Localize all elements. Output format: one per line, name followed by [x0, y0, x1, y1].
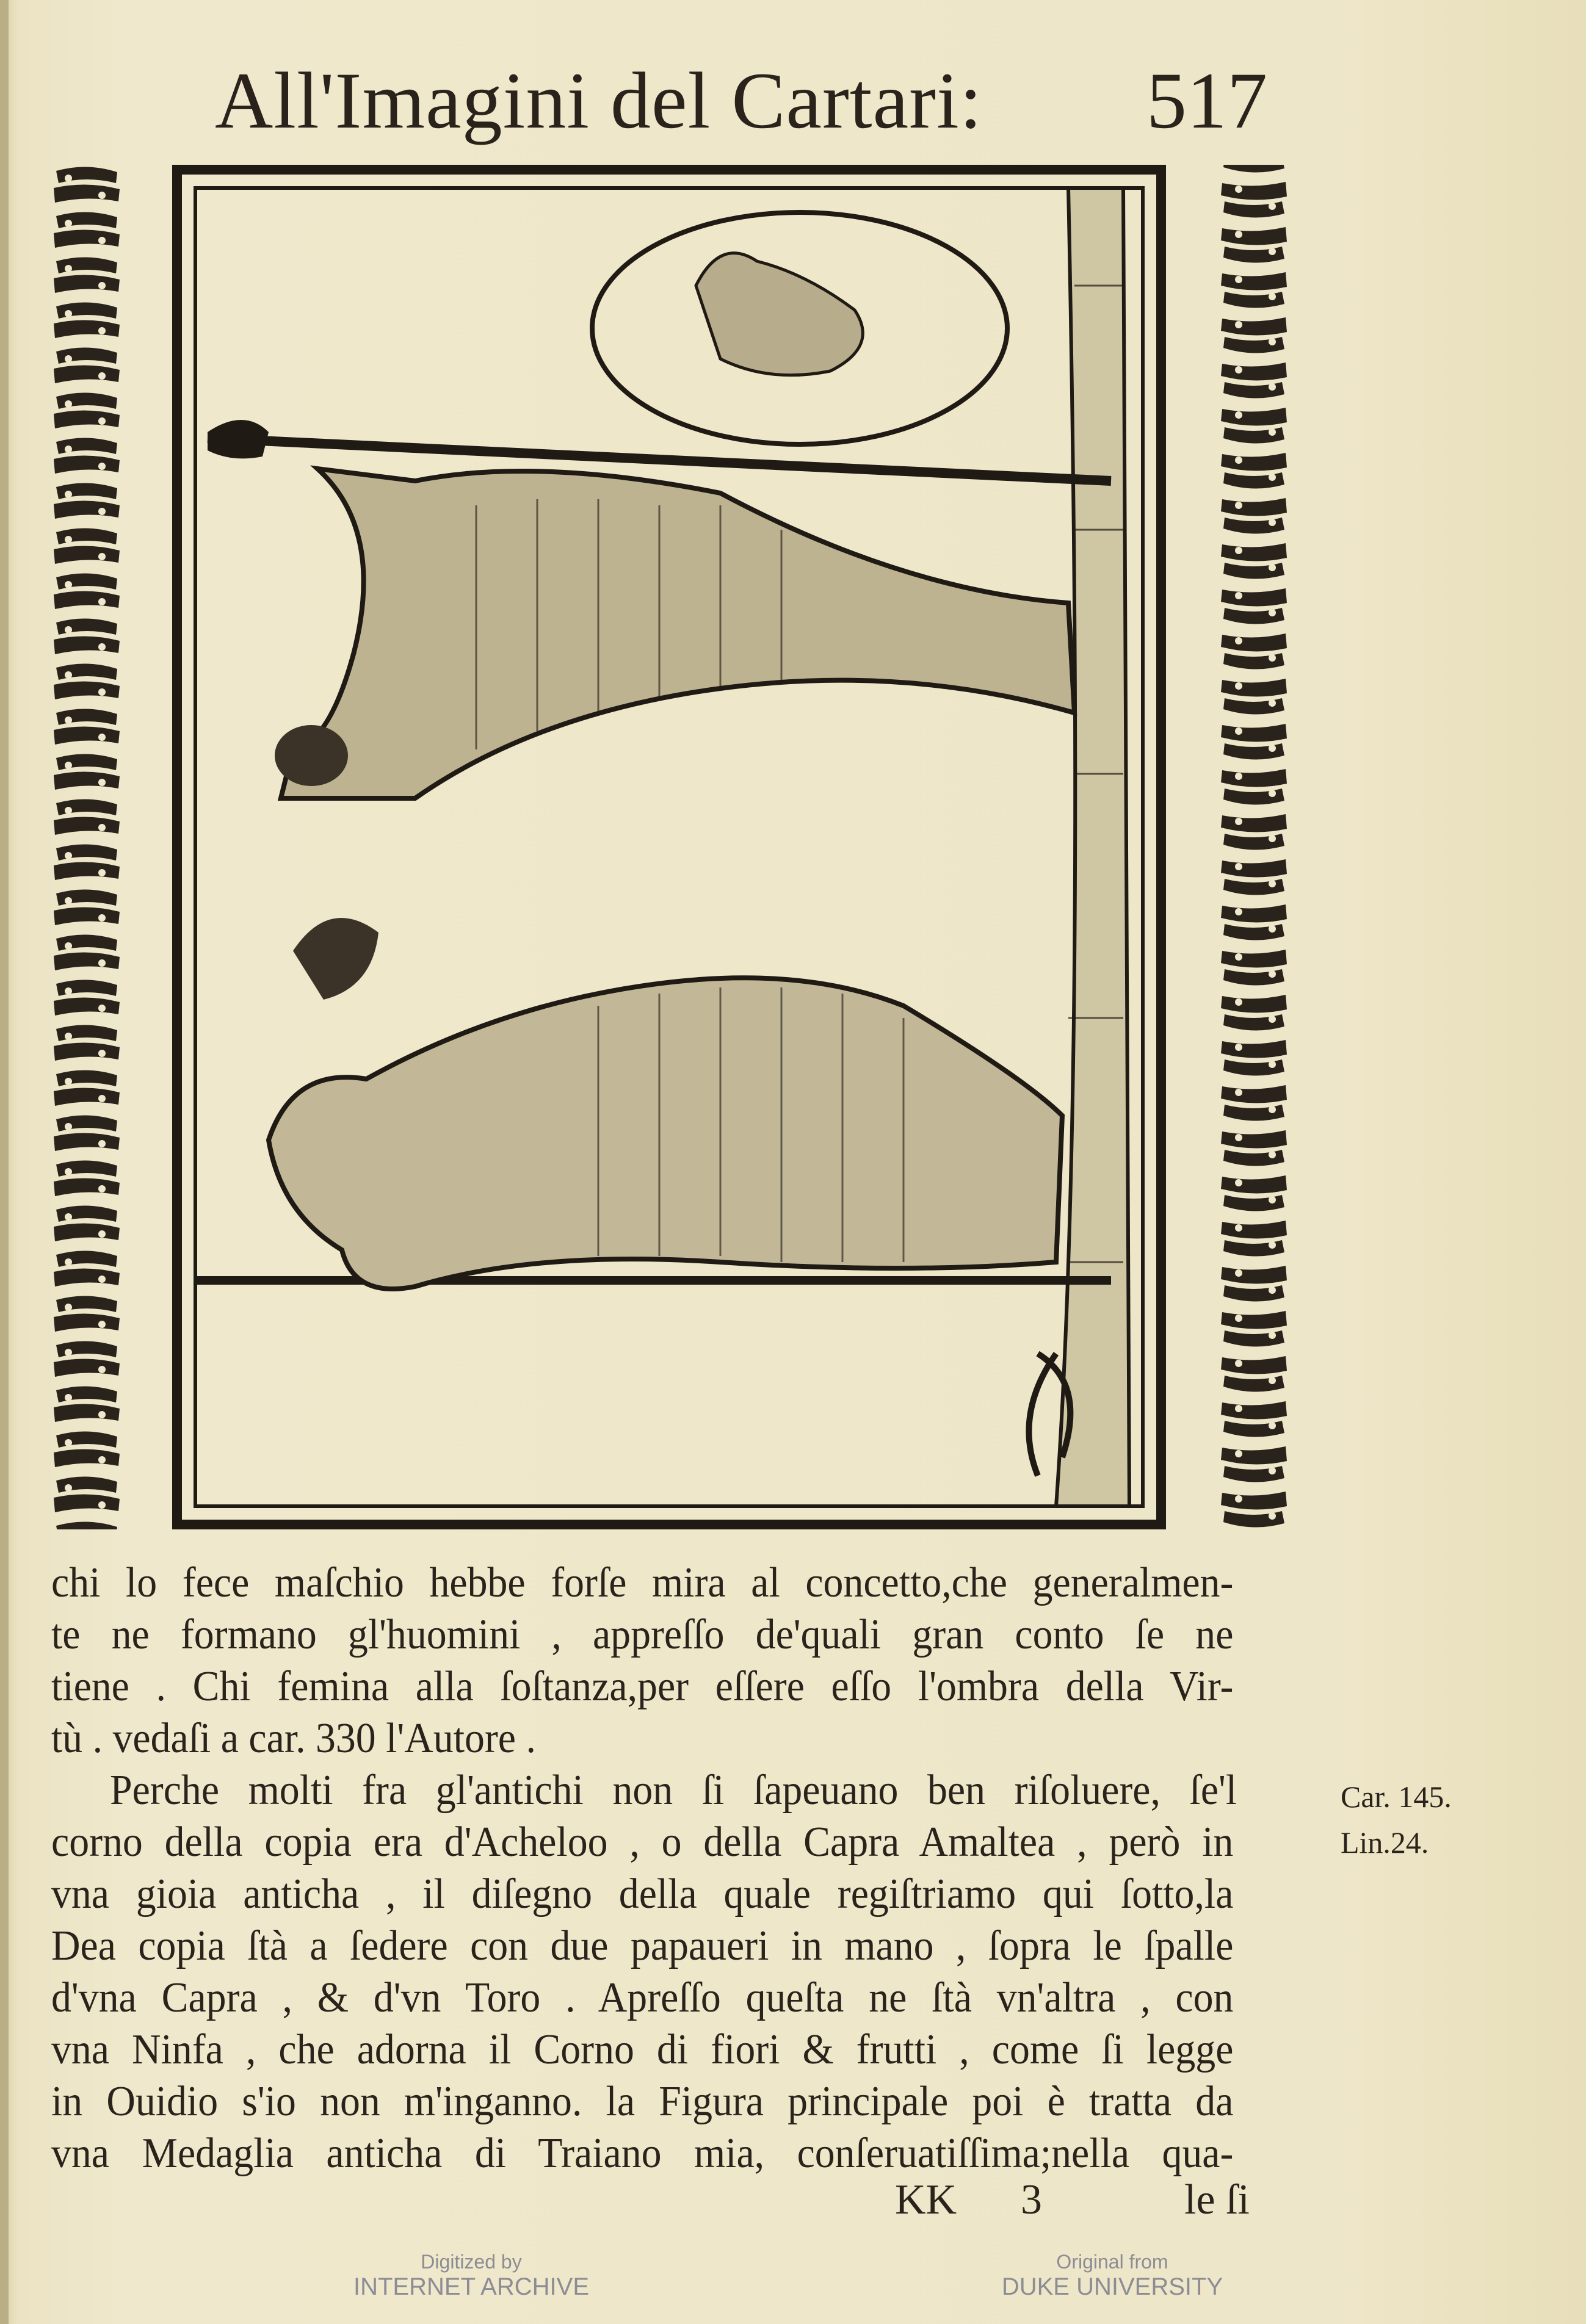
- watermark-original-from: Original from: [1056, 2251, 1168, 2273]
- margin-note-lin: Lin.24.: [1341, 1825, 1429, 1860]
- book-spine-edge: [0, 0, 9, 2324]
- body-text-line: Perche molti fra gl'antichi non ſi ſapeuano ben riſoluere, ſe'l: [110, 1767, 1237, 1814]
- body-text-line: in Ouidio s'io non m'inganno. la Figura principale poi è tratta da: [51, 2078, 1234, 2125]
- watermark-internet-archive: INTERNET ARCHIVE: [353, 2273, 589, 2300]
- body-text-line: d'vna Capra , & d'vn Toro . Apreſſo queſta ne ſtà vn'altra , con: [51, 1974, 1234, 2021]
- margin-note-car: Car. 145.: [1341, 1780, 1452, 1814]
- woodcut-illustration: [171, 164, 1167, 1531]
- catchword: le ſi: [1184, 2176, 1250, 2223]
- body-text-line: tù . vedaſi a car. 330 l'Autore .: [51, 1715, 536, 1762]
- body-text-line: vna gioia anticha , il diſegno della quale regiſtriamo qui ſotto,la: [51, 1871, 1234, 1918]
- decorative-border-left: [44, 165, 129, 1529]
- decorative-border-right: [1211, 165, 1297, 1529]
- running-title: All'Imagini del Cartari:: [215, 56, 983, 145]
- signature-number: 3: [1021, 2176, 1042, 2223]
- body-text-line: te ne formano gl'huomini , appreſſo de'quali gran conto ſe ne: [51, 1611, 1234, 1658]
- body-text-line: Dea copia ſtà a ſedere con due papaueri in mano , ſopra le ſpalle: [51, 1922, 1234, 1969]
- watermark-digitized: [258, 2251, 685, 2301]
- watermark-duke-university: DUKE UNIVERSITY: [1001, 2273, 1223, 2300]
- watermark-original: [899, 2251, 1326, 2301]
- body-text-line: vna Ninfa , che adorna il Corno di fiori & frutti , come ſi legge: [51, 2026, 1234, 2073]
- signature-mark: KK: [895, 2176, 957, 2223]
- body-text-line: tiene . Chi femina alla ſoſtanza,per eſſere eſſo l'ombra della Vir-: [51, 1663, 1234, 1710]
- body-text-line: vna Medaglia anticha di Traiano mia, conſeruatiſſima;nella qua-: [51, 2130, 1234, 2177]
- body-text-line: chi lo fece maſchio hebbe forſe mira al concetto,che generalmen-: [51, 1559, 1234, 1606]
- watermark-digitized-by: Digitized by: [421, 2251, 522, 2273]
- page-number: 517: [1146, 56, 1267, 145]
- body-text-line: corno della copia era d'Acheloo , o della Capra Amaltea , però in: [51, 1819, 1234, 1866]
